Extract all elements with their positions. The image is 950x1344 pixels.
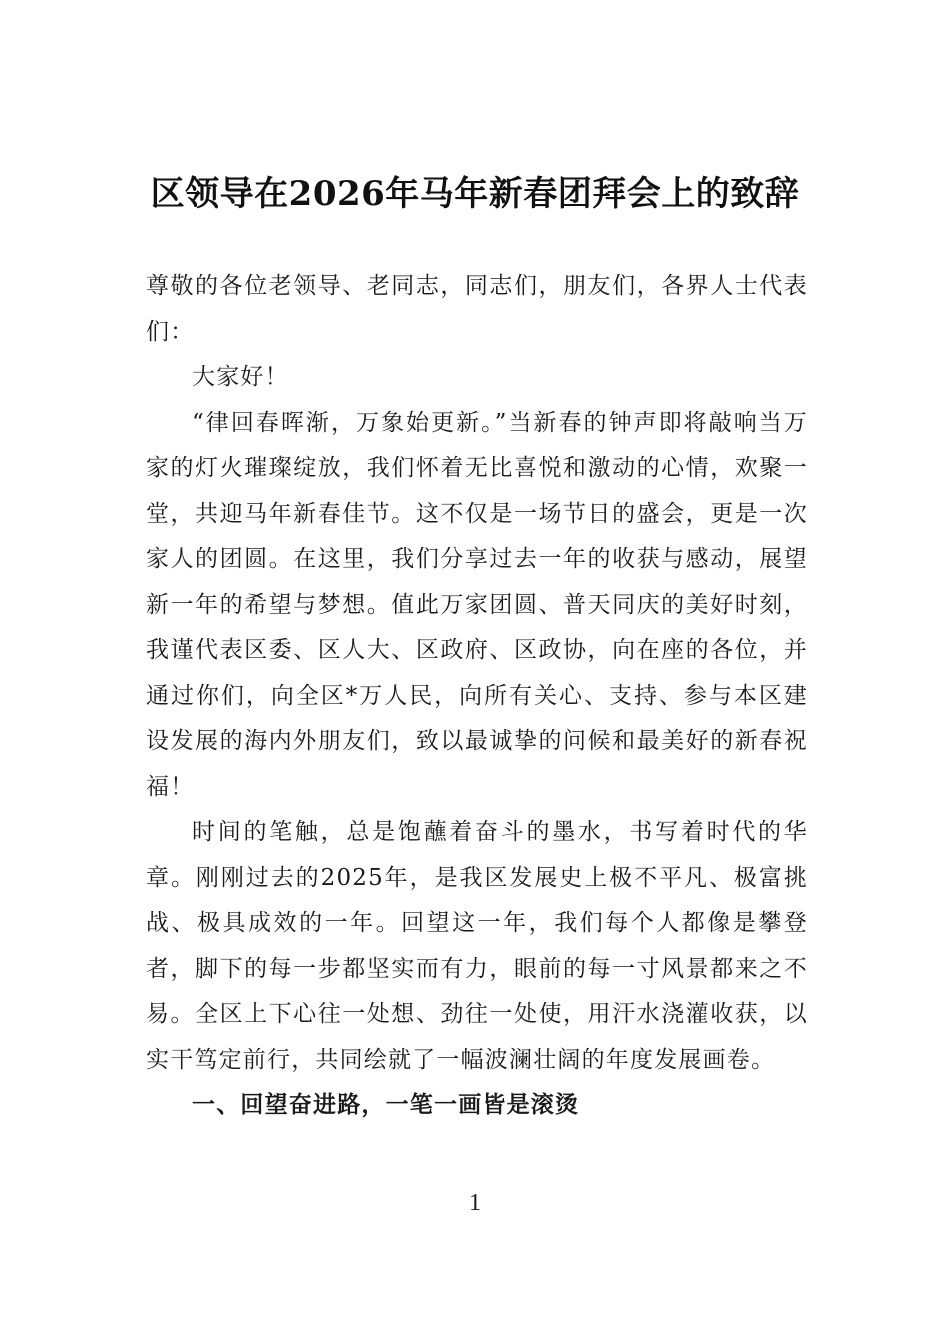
section-heading: 一、回望奋进路，一笔一画皆是滚烫 bbox=[192, 1092, 580, 1118]
paragraph: “律回春晖渐，万象始更新。”当新春的钟声即将敲响当万家的灯火璀璨绽放，我们怀着无比喜悦和激动的心情，欢聚一堂，共迎马年新春佳节。这不仅是一场节日的盛会，更是一次家人的团圆。在这里，我们分享过去一年的收获与感动，展望新一年的希望与梦想。值此万家团圆、普天同庆的美好时刻，我谨代表区委、区人大、区政府、区政协，向在座的各位，并通过你们，向全区*万人民，向所有关心、支持、参与本区建设发展的海内外朋友们，致以最诚挚的问候和最美好的新春祝福！ bbox=[146, 409, 808, 800]
greeting: 大家好！ bbox=[192, 364, 289, 390]
salutation: 尊敬的各位老领导、老同志，同志们，朋友们，各界人士代表们： bbox=[146, 273, 808, 345]
paragraph: 时间的笔触，总是饱蘸着奋斗的墨水，书写着时代的华章。刚刚过去的2025年，是我区发展史上极不平凡、极富挑战、极具成效的一年。回望这一年，我们每个人都像是攀登者，脚下的每一步都坚实而有力，眼前的每一寸风景都来之不易。全区上下心往一处想、劲往一处使，用汗水浇灌收获，以实干笃定前行，共同绘就了一幅波澜壮阔的年度发展画卷。 bbox=[146, 819, 808, 1073]
document-title: 区领导在2026年马年新春团拜会上的致辞 bbox=[150, 174, 800, 214]
document-body bbox=[146, 264, 808, 1129]
page-number: 1 bbox=[469, 1190, 481, 1216]
